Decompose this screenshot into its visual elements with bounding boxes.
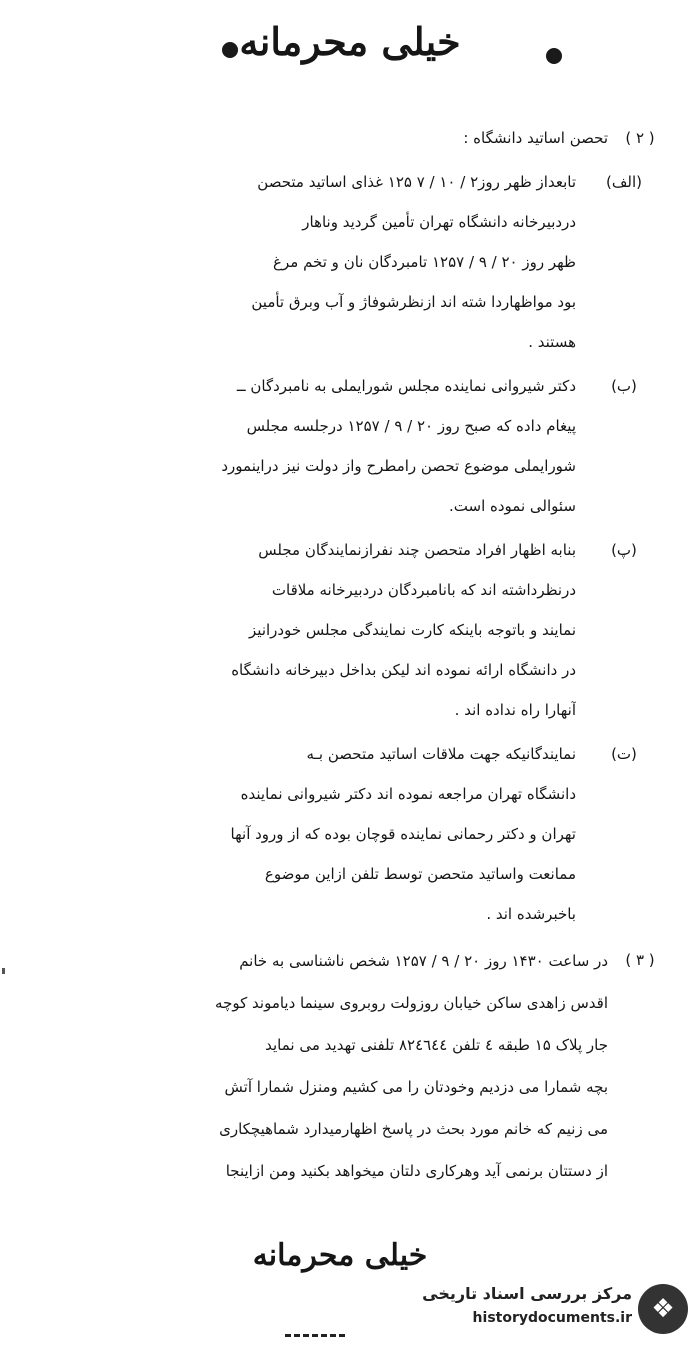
archive-logo-icon: ❖ bbox=[638, 1284, 688, 1334]
section-2-item-te bbox=[40, 734, 672, 934]
section-2-item-alef bbox=[40, 162, 672, 362]
page-bottom-mark bbox=[285, 1334, 345, 1341]
section-3-number: ( ۳ ) bbox=[625, 951, 655, 969]
item-line: آنهارا راه نداده اند . bbox=[454, 701, 576, 719]
item-label: (ب) bbox=[611, 377, 637, 395]
item-line: نمایند و باتوجه باینکه کارت نمایندگی مجلس خودرانیز bbox=[249, 621, 576, 639]
section-2-title: تحصن اساتید دانشگاه : bbox=[463, 129, 608, 147]
document-body bbox=[40, 118, 672, 1192]
punch-hole-left bbox=[222, 42, 238, 58]
section-3-line: بچه شمارا می دزدیم وخودتان را می کشیم ومنزل شمارا آتش bbox=[224, 1078, 608, 1096]
section-3-line: اقدس زاهدی ساکن خیابان روزولت روبروی سینما دیاموند کوچه bbox=[215, 994, 608, 1012]
section-3-line: در ساعت ۱۴۳۰ روز ۲۰ / ۹ / ۱۲۵۷ شخص ناشناسی به خانم bbox=[239, 952, 608, 970]
section-2-item-pe bbox=[40, 530, 672, 730]
item-line: دکتر شیروانی نماینده مجلس شورایملی به نامبردگان ــ bbox=[236, 377, 576, 395]
item-line: ظهر روز ۲۰ / ۹ / ۱۲۵۷ تامبردگان نان و تخم مرغ bbox=[273, 253, 576, 271]
watermark-title: مرکز بررسی اسناد تاریخی bbox=[422, 1284, 632, 1303]
section-2-item-be bbox=[40, 366, 672, 526]
header-stamp-text: خیلی محرمانه bbox=[239, 19, 461, 64]
item-line: هستند . bbox=[528, 333, 576, 351]
margin-mark bbox=[2, 968, 5, 974]
footer-stamp-text: خیلی محرمانه bbox=[252, 1238, 428, 1273]
section-2-heading bbox=[40, 118, 672, 158]
item-line: در دانشگاه ارائه نموده اند لیکن بداخل دبیرخانه دانشگاه bbox=[231, 661, 576, 679]
item-line: تهران و دکتر رحمانی نماینده قوچان بوده که از ورود آنها bbox=[230, 825, 576, 843]
item-line: تابعداز ظهر روز۲ / ۱۰ / ۷ ۱۲۵ غذای اساتید متحصن bbox=[257, 173, 576, 191]
item-line: نمایندگانیکه جهت ملاقات اساتید متحصن بـه bbox=[306, 745, 576, 763]
item-line: بنابه اظهار افراد متحصن چند نفرازنمایندگان مجلس bbox=[258, 541, 576, 559]
item-label: (ت) bbox=[611, 745, 637, 763]
section-3-line: می زنیم که خانم مورد بحث در پاسخ اظهارمیدارد شماهیچکاری bbox=[219, 1120, 608, 1138]
item-line: بود مواظهاردا شته اند ازنظرشوفاژ و آب وبرق تأمین bbox=[251, 293, 576, 311]
item-line: ممانعت واساتید متحصن توسط تلفن ازاین موضوع bbox=[264, 865, 576, 883]
section-3-line: از دستتان برنمی آید وهرکاری دلتان میخواهد بکنید ومن ازاینجا bbox=[225, 1162, 608, 1180]
section-3-line: جار پلاک ۱۵ طبقه ٤ تلفن ۸۲٤٦٤٤ تلفنی تهدید می نماید bbox=[265, 1036, 608, 1054]
item-label: (پ) bbox=[611, 541, 637, 559]
item-line: باخبرشده اند . bbox=[486, 905, 576, 923]
item-label: (الف) bbox=[606, 173, 642, 191]
header-classification-stamp bbox=[0, 12, 700, 72]
section-3 bbox=[40, 940, 672, 1192]
footer-classification-stamp bbox=[0, 1238, 700, 1273]
item-line: شورایملی موضوع تحصن رامطرح واز دولت نیز دراینمورد bbox=[221, 457, 576, 475]
watermark-url: historydocuments.ir bbox=[472, 1310, 632, 1326]
item-line: دردبیرخانه دانشگاه تهران تأمین گردید وناهار bbox=[302, 213, 576, 231]
punch-hole-right bbox=[546, 48, 562, 64]
item-line: سئوالی نموده است. bbox=[449, 497, 576, 515]
item-line: درنظرداشته اند که بانامبردگان دردبیرخانه ملاقات bbox=[271, 581, 576, 599]
item-line: دانشگاه تهران مراجعه نموده اند دکتر شیروانی نماینده bbox=[240, 785, 576, 803]
section-2-number: ( ۲ ) bbox=[625, 129, 655, 147]
archive-watermark bbox=[420, 1282, 690, 1340]
item-line: پیغام داده که صبح روز ۲۰ / ۹ / ۱۲۵۷ درجلسه مجلس bbox=[246, 417, 576, 435]
